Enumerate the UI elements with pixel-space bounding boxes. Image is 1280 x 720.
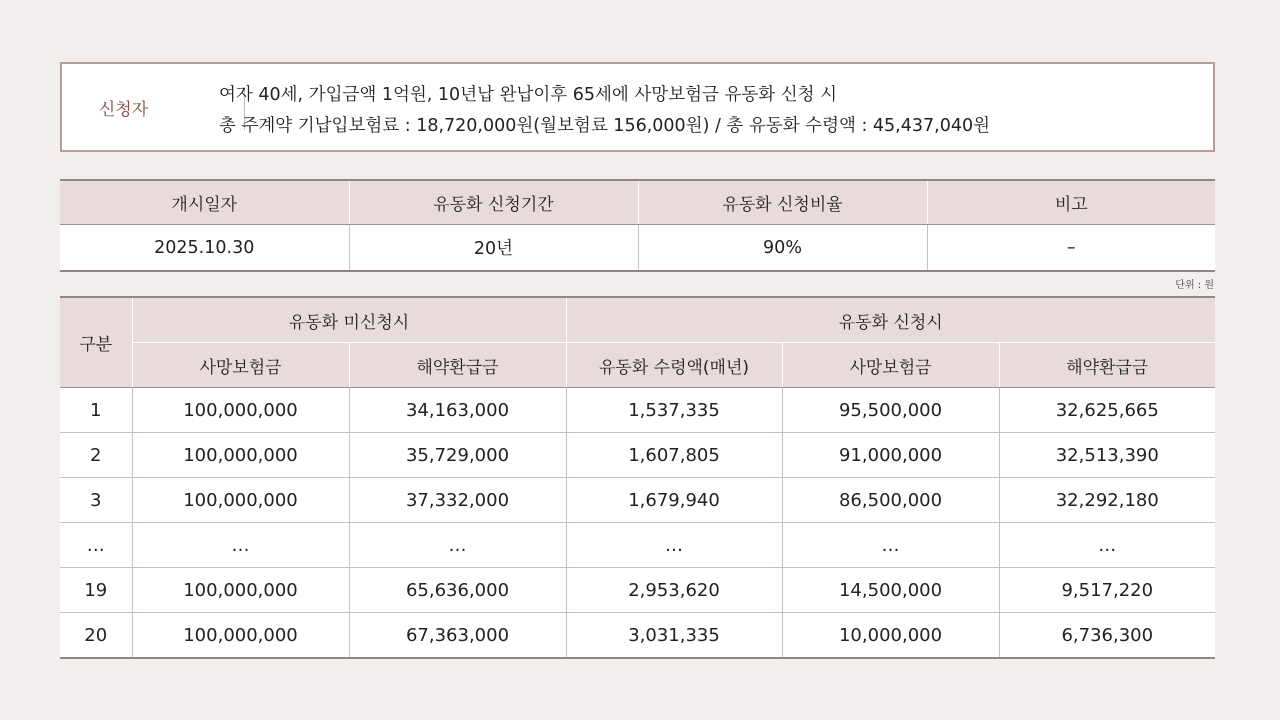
table-row bbox=[60, 613, 1215, 659]
summary-period: 20년 bbox=[349, 225, 638, 272]
table-row bbox=[60, 523, 1215, 568]
table-cell: 32,292,180 bbox=[999, 478, 1215, 523]
table-row bbox=[60, 568, 1215, 613]
table-cell: 3,031,335 bbox=[566, 613, 782, 659]
table-cell: 100,000,000 bbox=[132, 433, 349, 478]
table-cell: 100,000,000 bbox=[132, 388, 349, 433]
table-cell: 2 bbox=[60, 433, 132, 478]
table-cell: 9,517,220 bbox=[999, 568, 1215, 613]
applicant-label: 신청자 bbox=[98, 99, 149, 120]
sub-header-annual-payout: 유동화 수령액(매년) bbox=[566, 343, 782, 388]
group-header-applied: 유동화 신청시 bbox=[566, 297, 1215, 343]
sub-header-death-benefit: 사망보험금 bbox=[132, 343, 349, 388]
table-cell: … bbox=[999, 523, 1215, 568]
table-cell: 95,500,000 bbox=[782, 388, 999, 433]
table-row bbox=[60, 433, 1215, 478]
table-cell: 1,679,940 bbox=[566, 478, 782, 523]
table-cell: 100,000,000 bbox=[132, 613, 349, 659]
table-cell: 100,000,000 bbox=[132, 568, 349, 613]
table-cell: … bbox=[782, 523, 999, 568]
summary-header-ratio: 유동화 신청비율 bbox=[638, 180, 927, 225]
table-cell: 32,625,665 bbox=[999, 388, 1215, 433]
table-cell: … bbox=[132, 523, 349, 568]
sub-header-death-benefit-applied: 사망보험금 bbox=[782, 343, 999, 388]
table-cell: 14,500,000 bbox=[782, 568, 999, 613]
table-cell: 100,000,000 bbox=[132, 478, 349, 523]
table-row bbox=[60, 478, 1215, 523]
summary-ratio: 90% bbox=[638, 225, 927, 272]
table-cell: 34,163,000 bbox=[349, 388, 566, 433]
summary-table bbox=[60, 179, 1215, 272]
summary-header-note: 비고 bbox=[927, 180, 1215, 225]
applicant-condition-text: 여자 40세, 가입금액 1억원, 10년납 완납이후 65세에 사망보험금 유동화 신청 시 bbox=[219, 85, 838, 105]
applicant-info-box bbox=[60, 62, 1215, 152]
applicant-premium-text: 총 주계약 기납입보험료 : 18,720,000원(월보험료 156,000원) / 총 유동화 수령액 : 45,437,040원 bbox=[219, 116, 991, 136]
summary-header-start-date: 개시일자 bbox=[60, 180, 349, 225]
table-cell: 37,332,000 bbox=[349, 478, 566, 523]
table-cell: 10,000,000 bbox=[782, 613, 999, 659]
table-cell: 86,500,000 bbox=[782, 478, 999, 523]
table-cell: … bbox=[60, 523, 132, 568]
row-header: 구분 bbox=[60, 297, 132, 388]
table-cell: 65,636,000 bbox=[349, 568, 566, 613]
table-cell: 20 bbox=[60, 613, 132, 659]
sub-header-surrender-value: 해약환급금 bbox=[349, 343, 566, 388]
table-cell: 35,729,000 bbox=[349, 433, 566, 478]
table-cell: 1,607,805 bbox=[566, 433, 782, 478]
table-cell: 2,953,620 bbox=[566, 568, 782, 613]
sub-header-surrender-value-applied: 해약환급금 bbox=[999, 343, 1215, 388]
benefit-table bbox=[60, 296, 1215, 659]
summary-header-period: 유동화 신청기간 bbox=[349, 180, 638, 225]
table-cell: 91,000,000 bbox=[782, 433, 999, 478]
table-cell: 67,363,000 bbox=[349, 613, 566, 659]
table-cell: 32,513,390 bbox=[999, 433, 1215, 478]
table-cell: 3 bbox=[60, 478, 132, 523]
table-cell: … bbox=[566, 523, 782, 568]
table-cell: 6,736,300 bbox=[999, 613, 1215, 659]
table-row bbox=[60, 388, 1215, 433]
summary-note: – bbox=[927, 225, 1215, 272]
table-cell: 1,537,335 bbox=[566, 388, 782, 433]
table-cell: 1 bbox=[60, 388, 132, 433]
summary-start-date: 2025.10.30 bbox=[60, 225, 349, 272]
unit-label: 단위 : 원 bbox=[1175, 280, 1214, 291]
group-header-not-applied: 유동화 미신청시 bbox=[132, 297, 566, 343]
table-cell: 19 bbox=[60, 568, 132, 613]
table-cell: … bbox=[349, 523, 566, 568]
